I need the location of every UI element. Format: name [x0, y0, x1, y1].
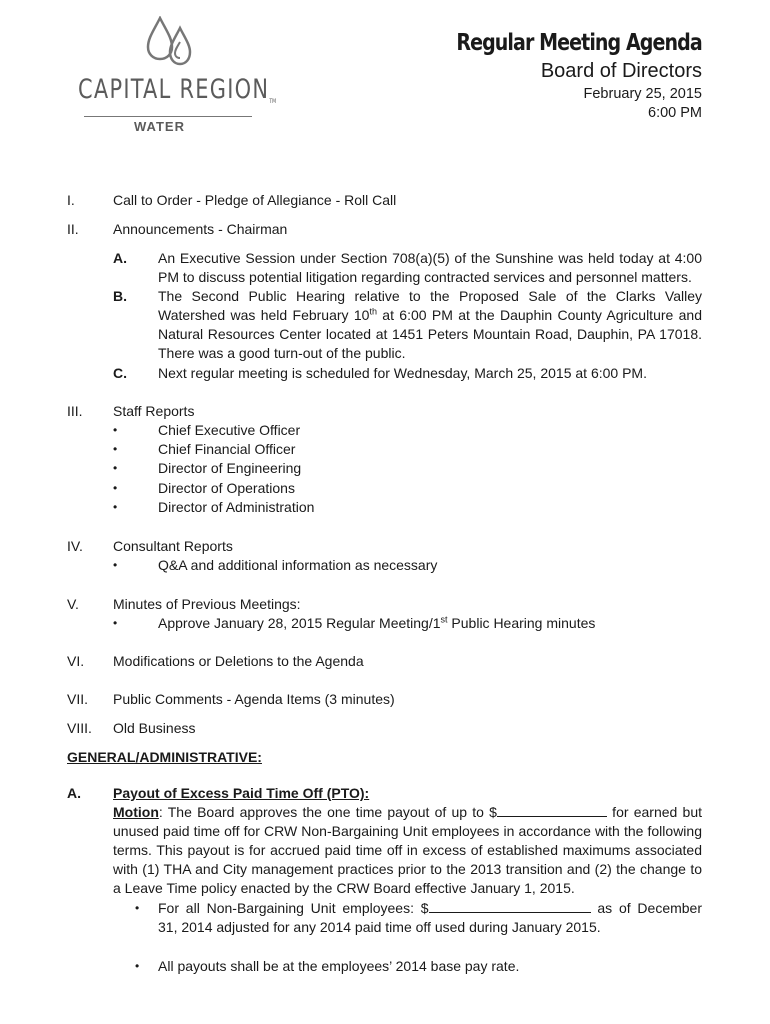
item-text: Modifications or Deletions to the Agenda	[113, 653, 364, 669]
item-number: I.	[67, 192, 75, 208]
list-item: Chief Executive Officer	[158, 422, 301, 438]
item-text: Consultant Reports	[113, 538, 233, 554]
bullet: •	[113, 461, 118, 475]
trademark: TM	[269, 98, 277, 105]
bullet: •	[113, 500, 118, 514]
item-number: II.	[67, 221, 79, 237]
item-text: Call to Order - Pledge of Allegiance - Roll Call	[113, 192, 397, 208]
list-item: All payouts shall be at the employees’ 2014 base pay rate.	[158, 958, 520, 974]
motion-text: Motion: The Board approves the one time payout of up to $ for earned but unused paid time off for CRW Non-Bargaining Unit employees in accordance with the following terms. This payout is for accrued paid time off in excess of established maximums associated with (1) THA and City management practices prior to the 2013 transition and (2) the change to a Leave Time policy enacted by the CRW Board effective January 1, 2015.	[113, 804, 703, 896]
meeting-time: 6:00 PM	[648, 105, 702, 121]
item-text: Minutes of Previous Meetings:	[113, 596, 301, 612]
list-item: Director of Administration	[158, 499, 315, 515]
bullet: •	[113, 558, 118, 572]
list-item: Q&A and additional information as necessary	[158, 557, 438, 573]
item-text: Public Comments - Agenda Items (3 minutes)	[113, 691, 395, 707]
logo-divider	[84, 116, 252, 117]
item-text: Old Business	[113, 720, 196, 736]
sub-item-text: The Second Public Hearing relative to the Proposed Sale of the Clarks Valley Watershed was held February 10th at 6:00 PM at the Dauphin County Agriculture and Natural Resources Center located at 1451 Peters Mountain Road, Dauphin, PA 17018. There was a good turn-out of the public.	[158, 288, 702, 361]
item-number: IV.	[67, 538, 83, 554]
item-text: Announcements - Chairman	[113, 221, 288, 237]
page-title: Regular Meeting Agenda	[456, 30, 702, 56]
bullet: •	[135, 901, 140, 915]
bullet: •	[113, 616, 118, 630]
agenda-header	[435, 30, 702, 121]
list-item: Chief Financial Officer	[158, 441, 296, 457]
sub-item-text: An Executive Session under Section 708(a)(5) of the Sunshine was held today at 4:00 PM to discuss potential litigation regarding contracted services and personnel matters.	[158, 250, 702, 285]
bullet: •	[113, 442, 118, 456]
bullet: •	[113, 423, 118, 437]
list-item: Approve January 28, 2015 Regular Meeting/1st Public Hearing minutes	[158, 614, 596, 631]
sub-item-text: Next regular meeting is scheduled for Wednesday, March 25, 2015 at 6:00 PM.	[158, 365, 647, 381]
bullet: •	[135, 959, 140, 973]
sub-item-letter: C.	[113, 365, 127, 381]
item-number: VIII.	[67, 720, 92, 736]
list-item: For all Non-Bargaining Unit employees: $ as of December 31, 2014 adjusted for any 2014 paid time off used during January 2015.	[158, 900, 702, 935]
section-heading: GENERAL/ADMINISTRATIVE:	[67, 749, 262, 765]
item-number: V.	[67, 596, 79, 612]
board-name: Board of Directors	[540, 60, 702, 82]
sub-item-letter: B.	[113, 288, 127, 304]
sub-item-letter: A.	[113, 250, 127, 266]
logo	[78, 16, 277, 138]
bullet: •	[113, 481, 118, 495]
list-item: Director of Operations	[158, 480, 295, 496]
water-drops-icon	[144, 16, 200, 68]
sub-item-title: Payout of Excess Paid Time Off (PTO):	[113, 785, 370, 801]
item-number: VI.	[67, 653, 85, 669]
item-number: III.	[67, 403, 83, 419]
amount-blank	[429, 900, 591, 913]
logo-sub: WATER	[134, 119, 185, 134]
amount-blank	[497, 804, 607, 817]
item-text: Staff Reports	[113, 403, 195, 419]
meeting-date: February 25, 2015	[583, 86, 702, 102]
logo-name: CAPITAL REGIONTM	[78, 74, 277, 105]
item-number: VII.	[67, 691, 89, 707]
sub-item-letter: A.	[67, 785, 81, 801]
list-item: Director of Engineering	[158, 460, 302, 476]
